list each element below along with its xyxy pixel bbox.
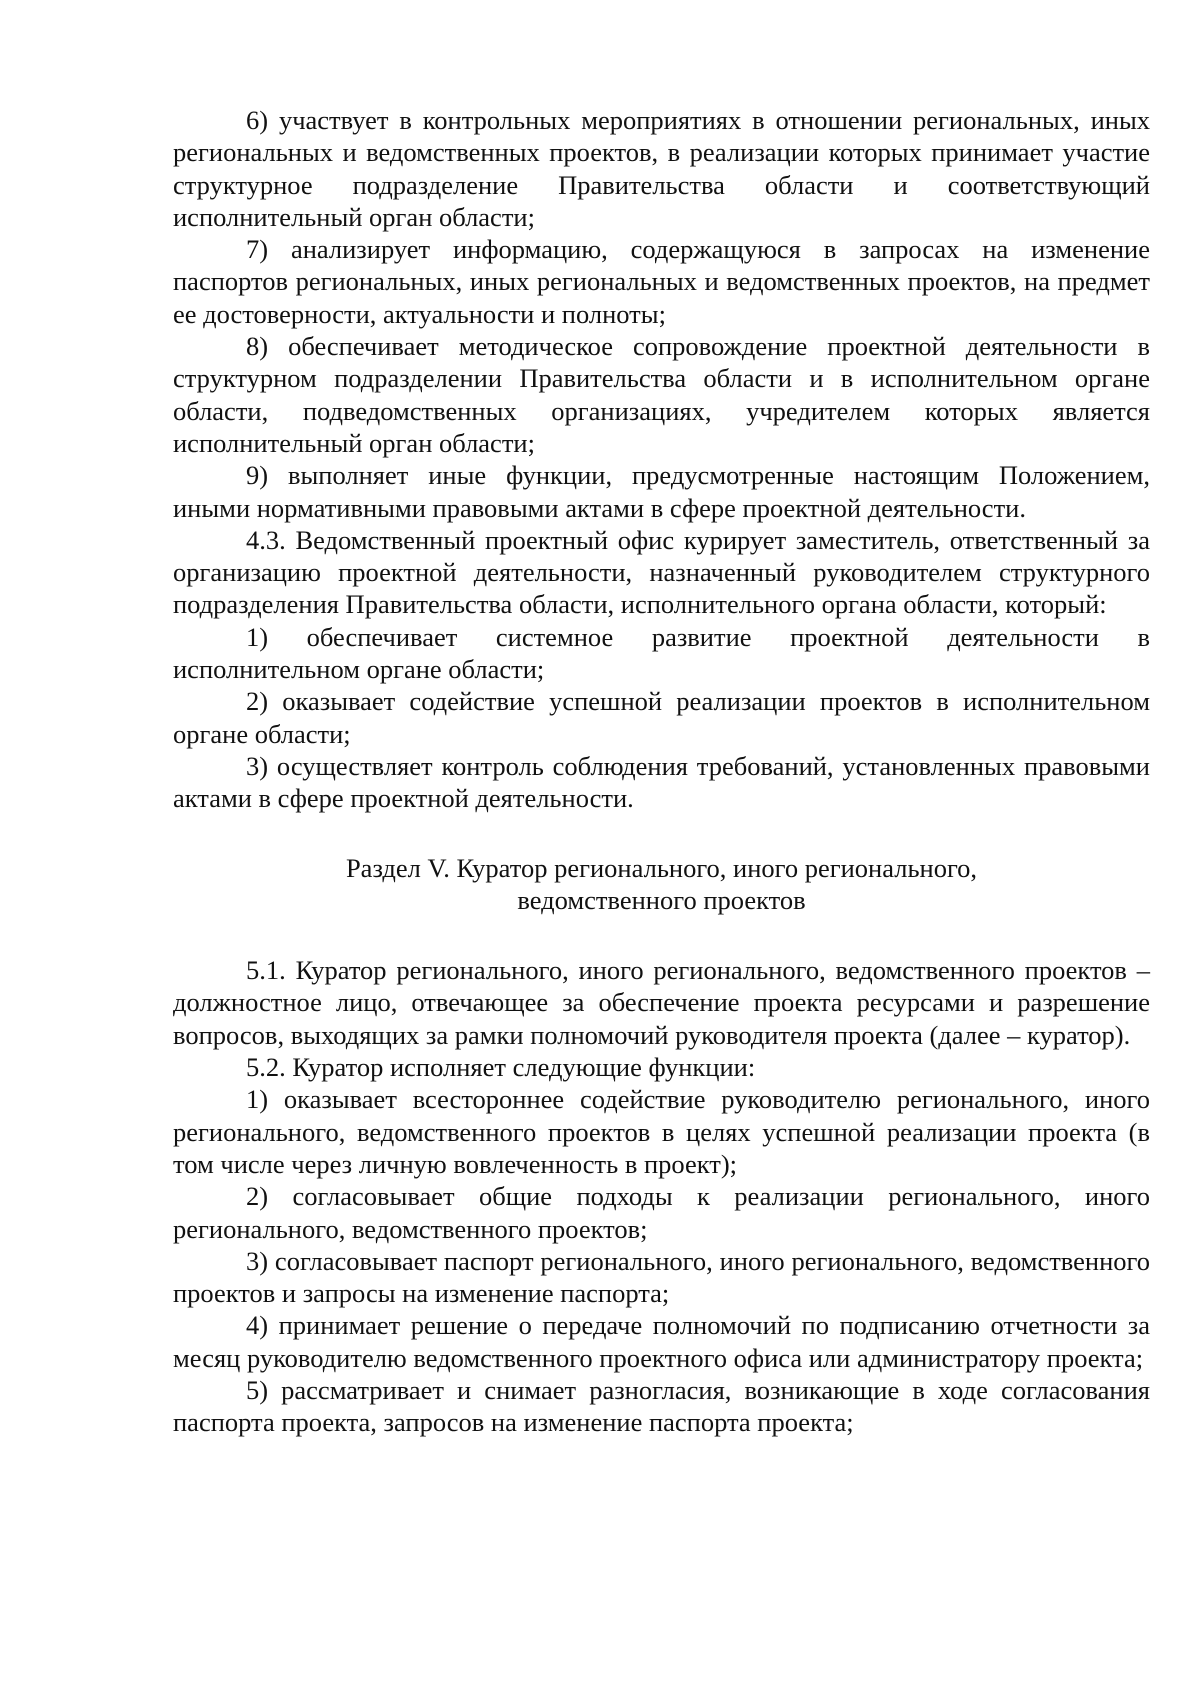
paragraph-function-5: 5) рассматривает и снимает разногласия, возникающие в ходе согласования паспорта проекта, запросов на изменение паспорта проекта; (173, 1374, 1150, 1438)
paragraph-item-7: 7) анализирует информацию, содержащуюся в запросах на изменение паспортов региональных, иных региональных и ведомственных проектов, на предмет ее достоверности, актуальности и полноты; (173, 234, 1150, 329)
document-page (173, 104, 1150, 1439)
paragraph-clause-5-2: 5.2. Куратор исполняет следующие функции: (246, 1052, 756, 1083)
paragraph-subitem-3: 3) осуществляет контроль соблюдения требований, установленных правовыми актами в сфере проектной деятельности. (173, 750, 1150, 814)
paragraph-clause-5-1: 5.1. Куратор регионального, иного регионального, ведомственного проектов – должностное лицо, отвечающее за обеспечение проекта ресурсами и разрешение вопросов, выходящих за рамки полномочий руководителя проекта (далее – куратор). (173, 955, 1150, 1050)
paragraph-function-4: 4) принимает решение о передаче полномочий по подписанию отчетности за месяц руководителю ведомственного проектного офиса или администратору проекта; (173, 1310, 1150, 1373)
paragraph-clause-4-3: 4.3. Ведомственный проектный офис курирует заместитель, ответственный за организацию проектной деятельности, назначенный руководителем структурного подразделения Правительства области, исполнительного органа области, который: (173, 524, 1150, 620)
section-heading (173, 852, 1150, 917)
section-heading-line-2: ведомственного проектов (517, 884, 806, 915)
section-heading-line-1: Раздел V. Куратор регионального, иного регионального, (345, 852, 978, 883)
paragraph-item-6: 6) участвует в контрольных мероприятиях в отношении региональных, иных региональных и ведомственных проектов, в реализации которых принимает участие структурное подразделение Правительства области и соответствующий исполнительный орган области; (173, 105, 1150, 232)
paragraph-function-1: 1) оказывает всестороннее содействие руководителю регионального, иного регионального, ведомственного проектов в целях успешной реализации проекта (в том числе через личную вовлеченность в проект); (173, 1084, 1150, 1179)
paragraph-subitem-2: 2) оказывает содействие успешной реализации проектов в исполнительном органе области; (173, 686, 1150, 749)
paragraph-function-3: 3) согласовывает паспорт регионального, иного регионального, ведомственного проектов и запросы на изменение паспорта; (173, 1245, 1150, 1309)
paragraph-function-2: 2) согласовывает общие подходы к реализации регионального, иного регионального, ведомственного проектов; (173, 1181, 1150, 1244)
paragraph-item-9: 9) выполняет иные функции, предусмотренные настоящим Положением, иными нормативными правовыми актами в сфере проектной деятельности. (173, 460, 1150, 523)
paragraph-subitem-1: 1) обеспечивает системное развитие проектной деятельности в исполнительном органе области; (173, 621, 1150, 685)
paragraph-item-8: 8) обеспечивает методическое сопровождение проектной деятельности в структурном подразделении Правительства области и в исполнительном органе области, подведомственных организациях, учредителем которых является исполнительный орган области; (173, 331, 1150, 458)
